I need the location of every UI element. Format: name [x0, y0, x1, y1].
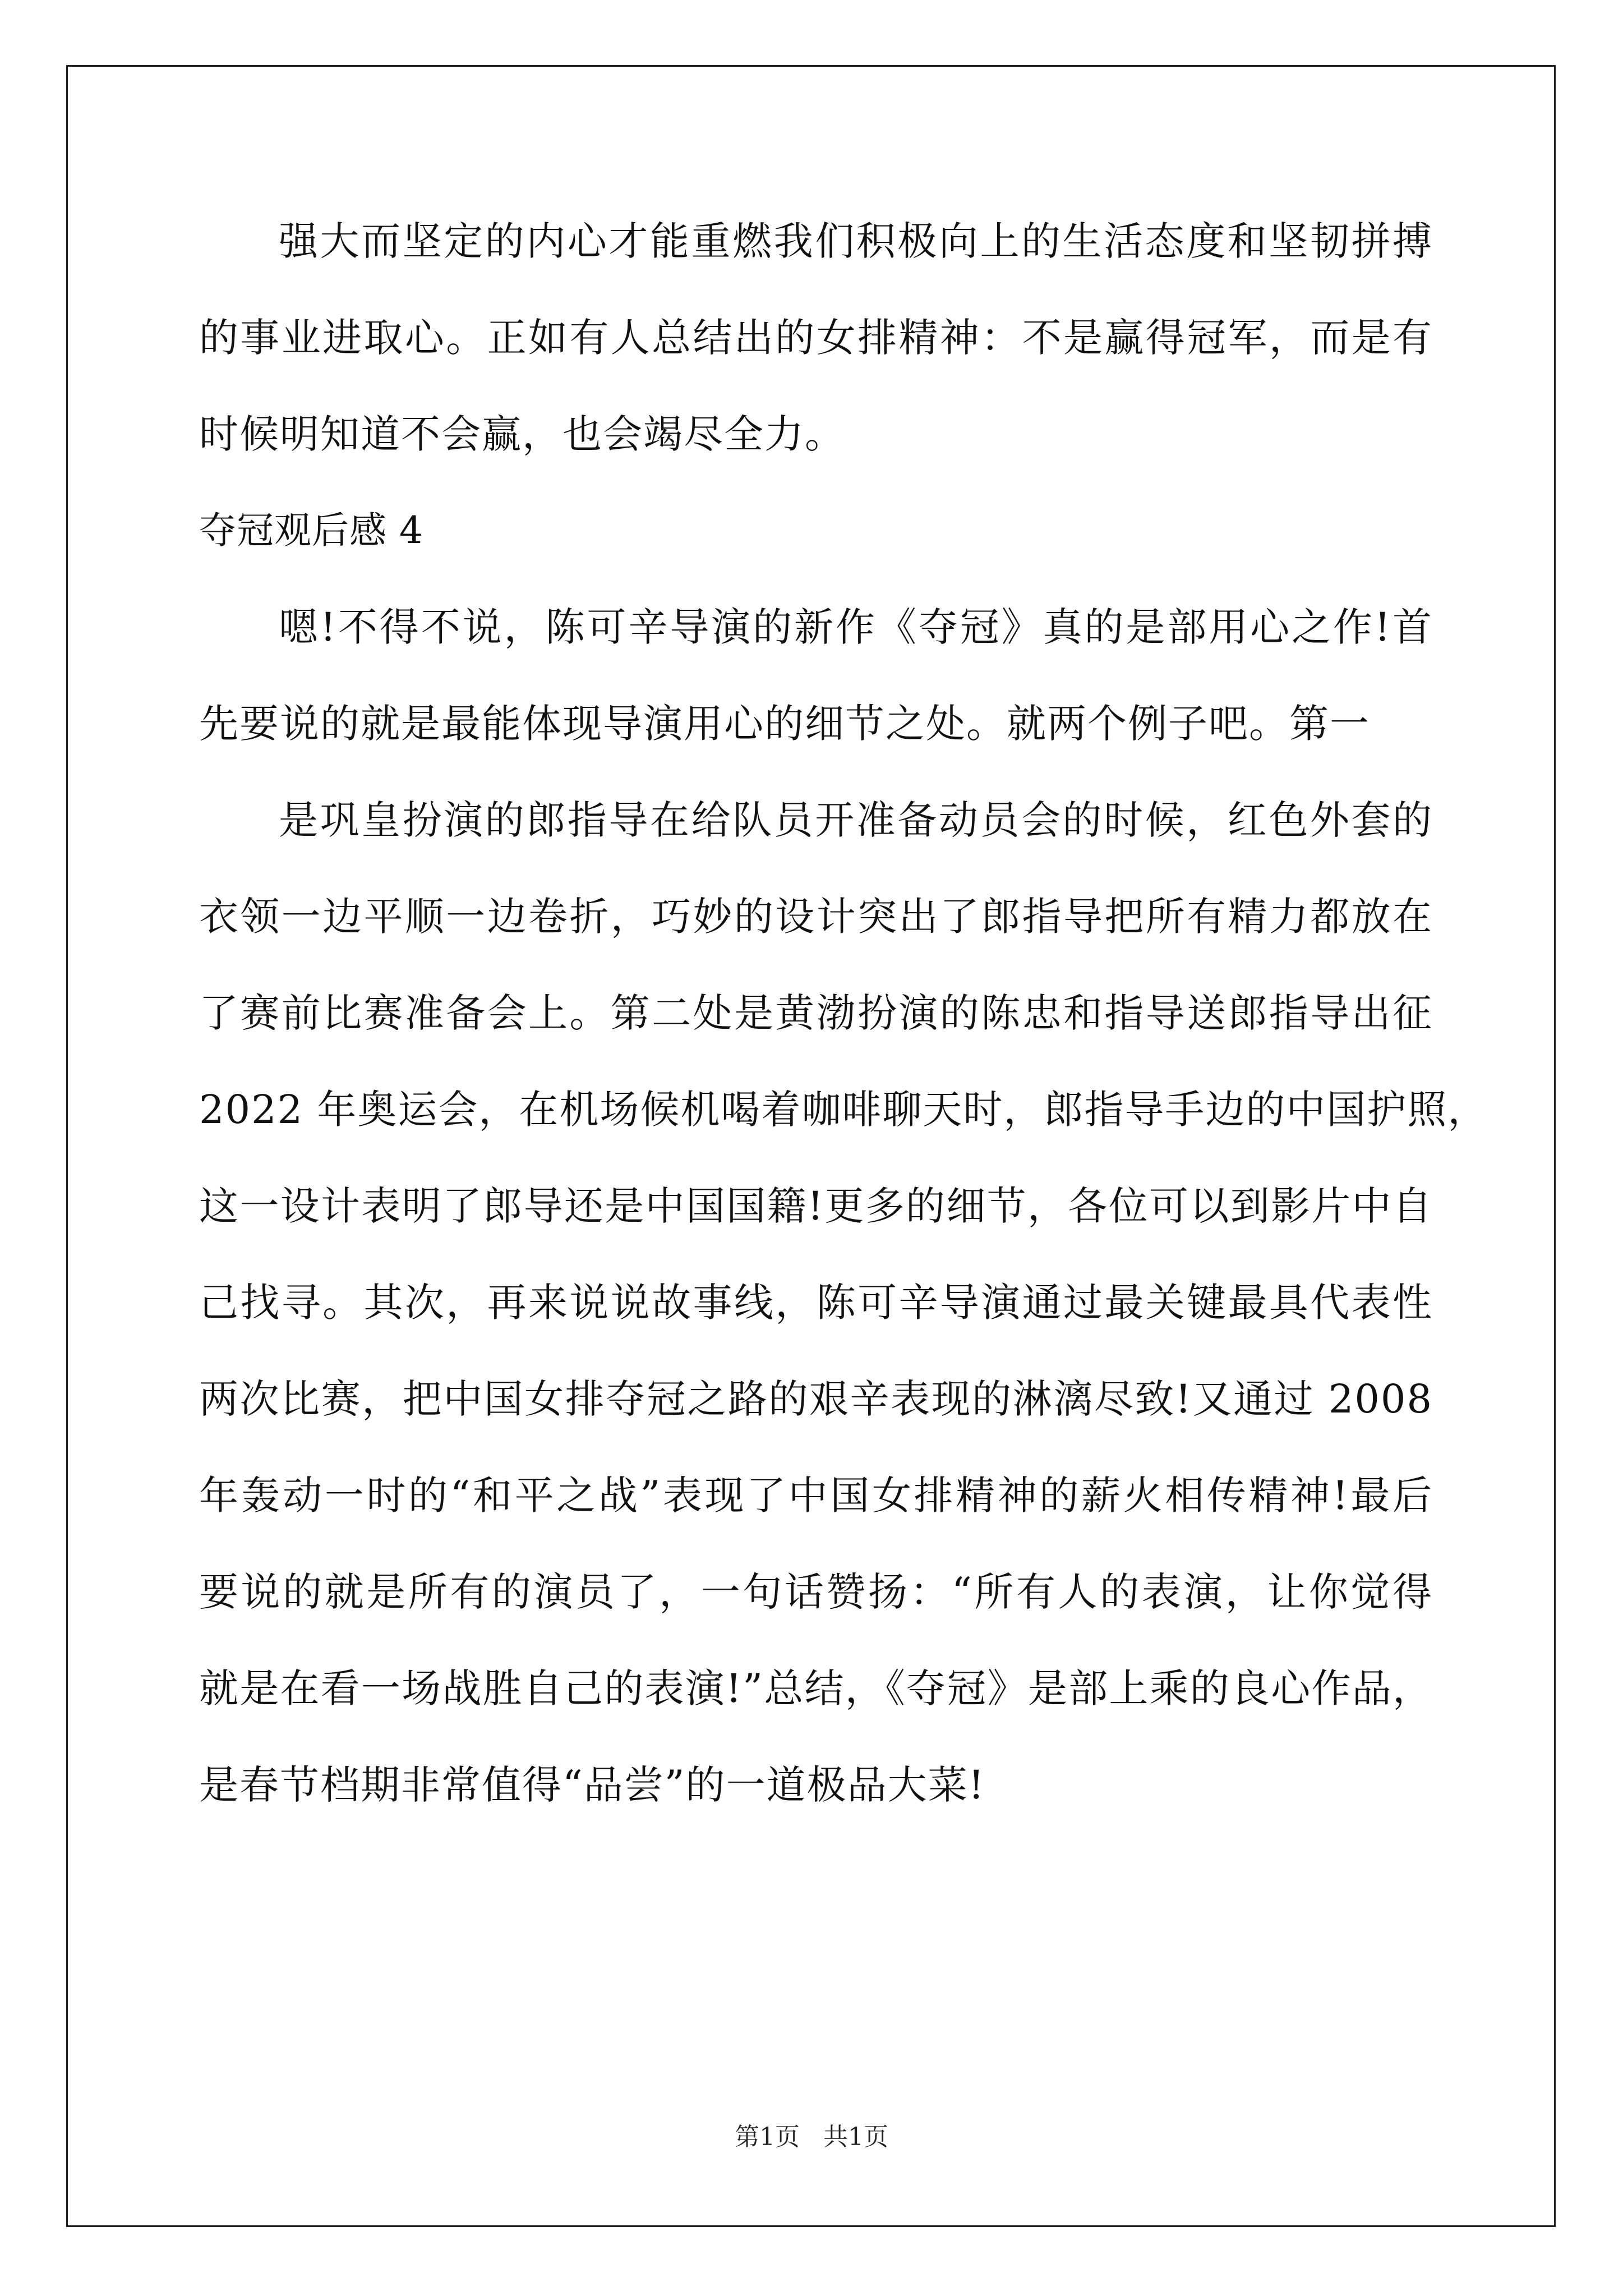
paragraph-2-line-2: 先要说的就是最能体现导演用心的细节之处。就两个例子吧。第一 — [199, 701, 1370, 747]
paragraph-3-line-4: 2022 年奥运会，在机场候机喝着咖啡聊天时，郎指导手边的中国护照， — [199, 1087, 1488, 1133]
paragraph-1-line-2: 的事业进取心。正如有人总结出的女排精神：不是赢得冠军，而是有 — [199, 315, 1433, 361]
paragraph-3-line-9: 要说的就是所有的演员了，一句话赞扬：“所有人的表演，让你觉得 — [199, 1569, 1433, 1615]
page-total: 共1页 — [823, 2123, 888, 2151]
section-heading: 夺冠观后感 4 — [199, 509, 423, 552]
paragraph-3-line-5: 这一设计表明了郎导还是中国国籍!更多的细节，各位可以到影片中自 — [199, 1183, 1433, 1229]
paragraph-3-line-2: 衣领一边平顺一边卷折，巧妙的设计突出了郎指导把所有精力都放在 — [199, 894, 1433, 940]
paragraph-3-line-1: 是巩皇扮演的郎指导在给队员开准备动员会的时候，红色外套的 — [279, 797, 1433, 843]
page-number: 第1页 — [735, 2123, 800, 2151]
paragraph-3-line-8: 年轰动一时的“和平之战”表现了中国女排精神的薪火相传精神!最后 — [199, 1473, 1433, 1519]
page-border — [66, 65, 1556, 2227]
page-footer — [0, 2120, 1623, 2154]
paragraph-3-line-10: 就是在看一场战胜自己的表演!”总结，《夺冠》是部上乘的良心作品， — [199, 1665, 1433, 1711]
paragraph-3-line-7: 两次比赛，把中国女排夺冠之路的艰辛表现的淋漓尽致!又通过 2008 — [199, 1376, 1433, 1422]
paragraph-1-line-3: 时候明知道不会赢，也会竭尽全力。 — [199, 411, 845, 457]
paragraph-3-line-11: 是春节档期非常值得“品尝”的一道极品大菜! — [199, 1762, 985, 1808]
paragraph-1-line-1: 强大而坚定的内心才能重燃我们积极向上的生活态度和坚韧拼搏 — [279, 218, 1433, 264]
paragraph-3-line-3: 了赛前比赛准备会上。第二处是黄渤扮演的陈忠和指导送郎指导出征 — [199, 990, 1433, 1036]
paragraph-2-line-1: 嗯!不得不说，陈可辛导演的新作《夺冠》真的是部用心之作!首 — [279, 604, 1433, 650]
paragraph-3-line-6: 己找寻。其次，再来说说故事线，陈可辛导演通过最关键最具代表性 — [199, 1280, 1433, 1326]
